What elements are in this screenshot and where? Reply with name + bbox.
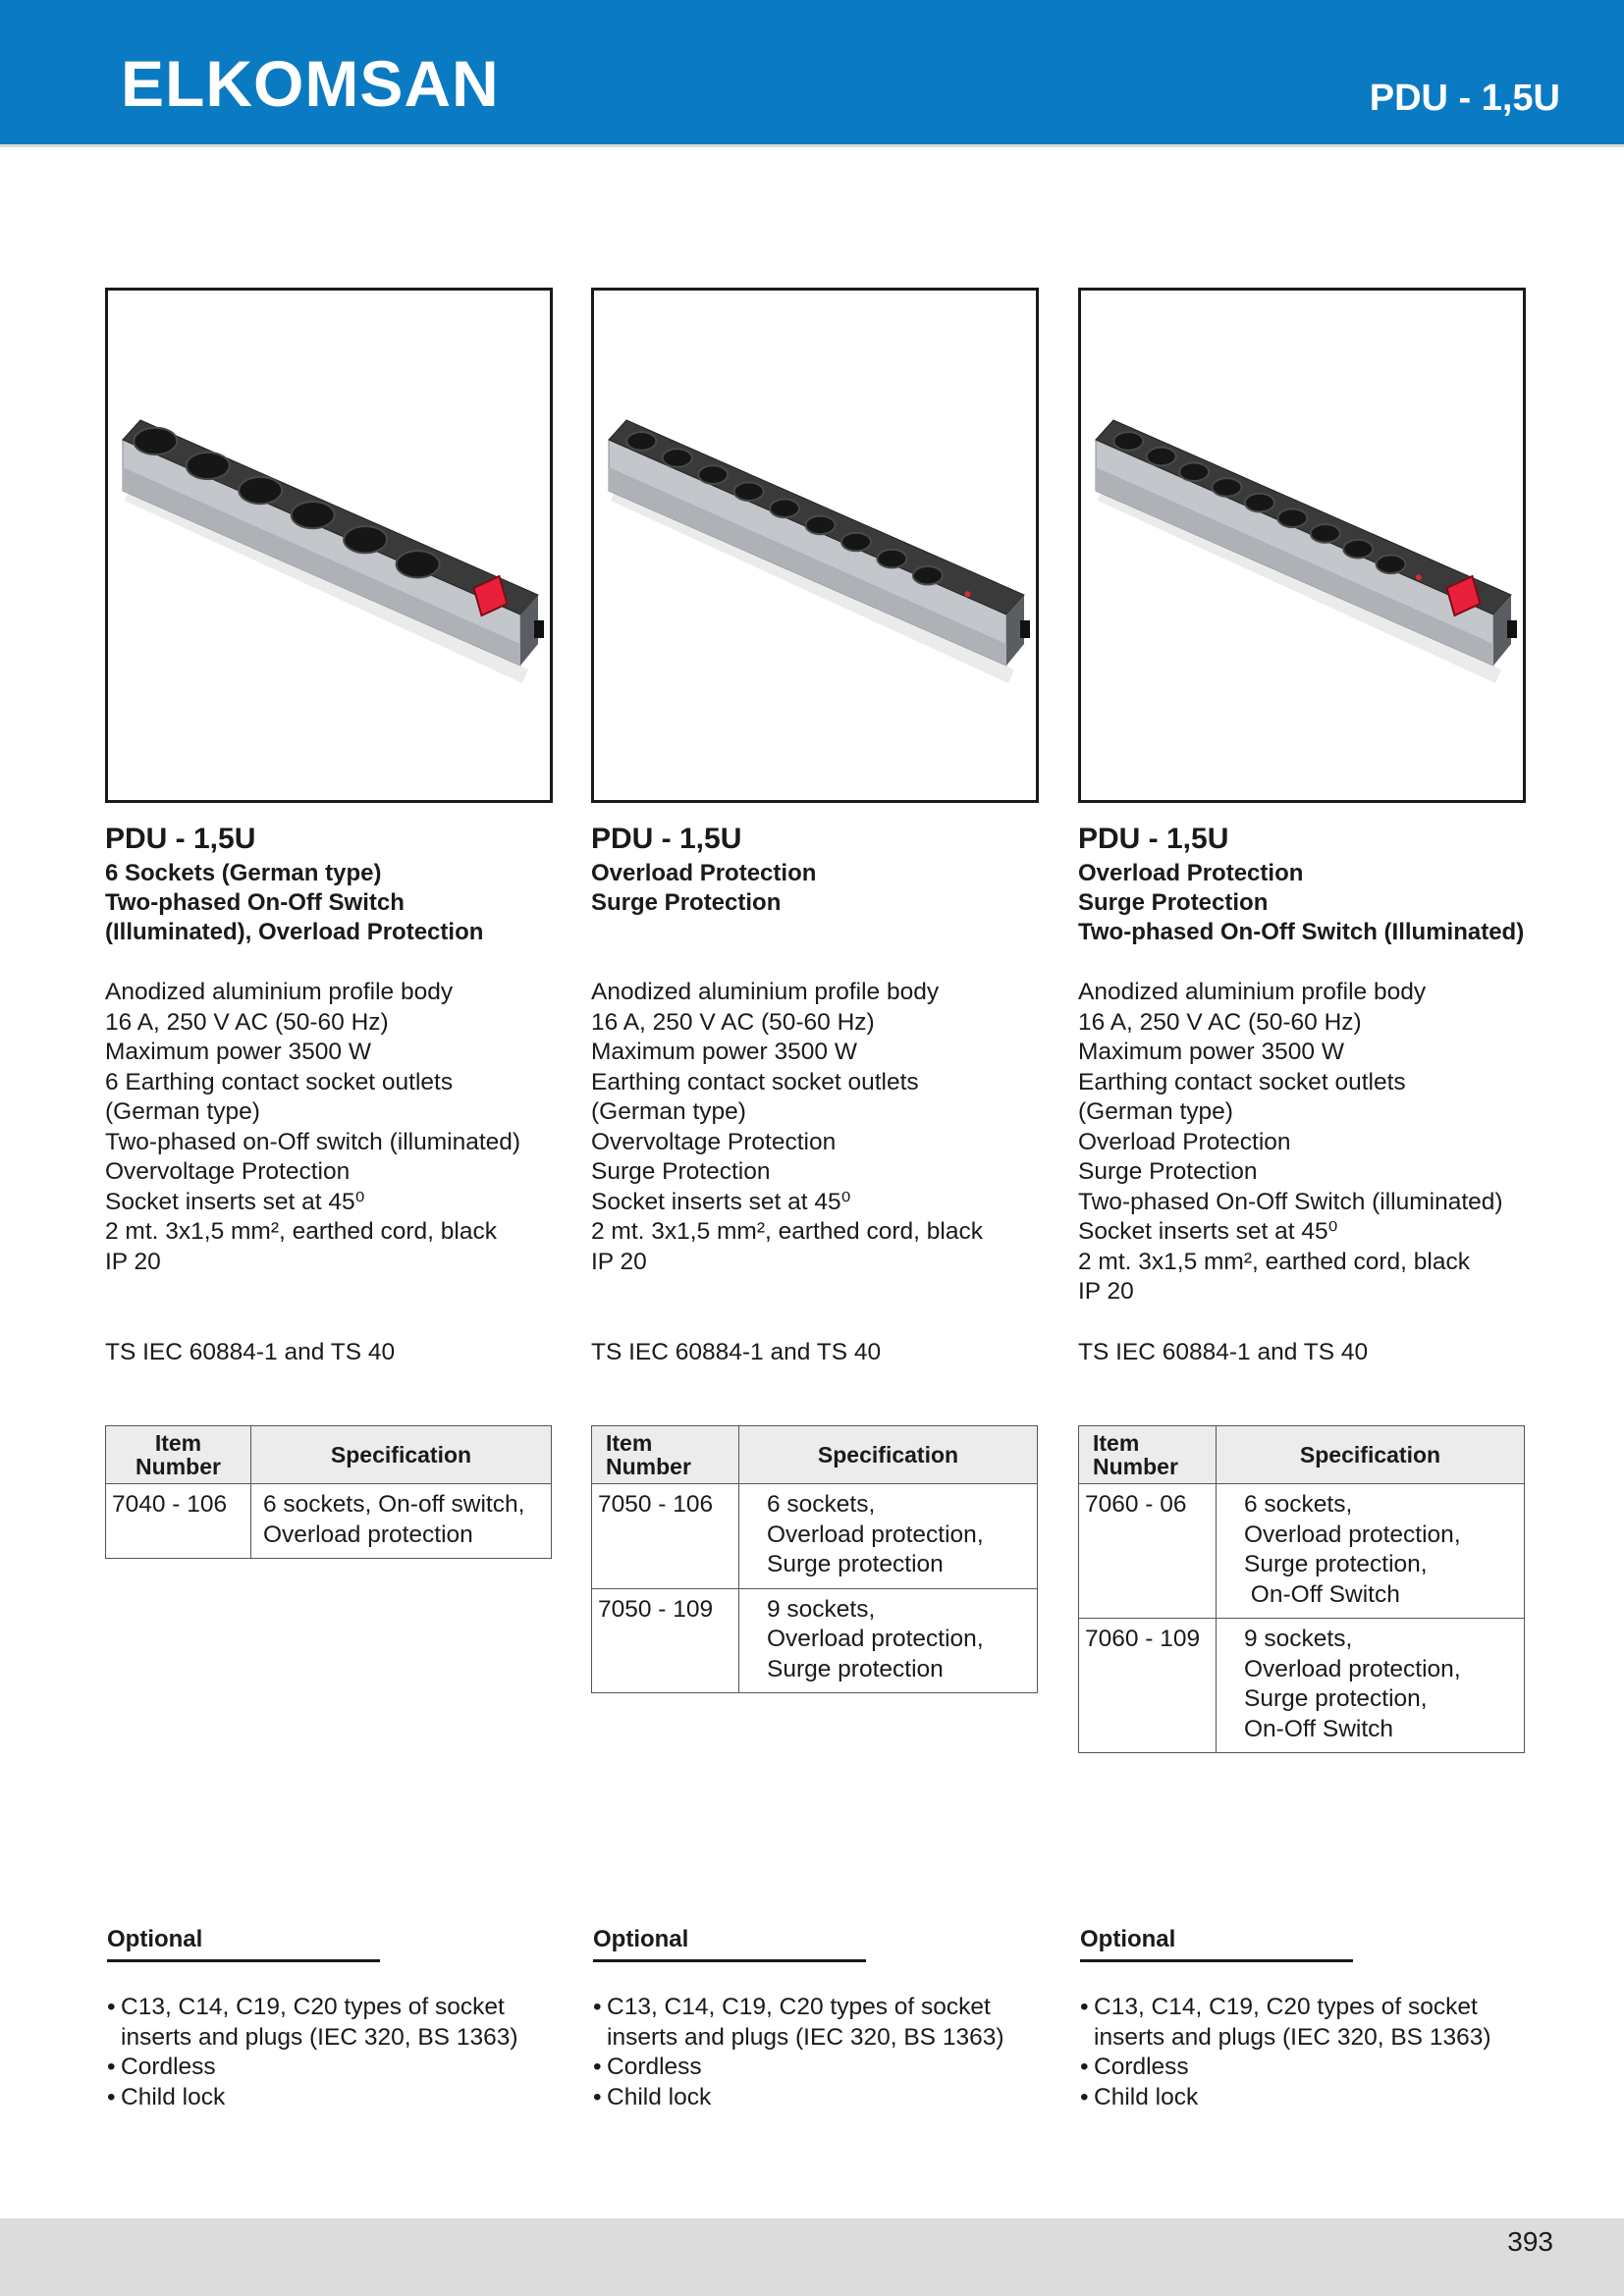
item-number-cell: 7040 - 106 <box>106 1484 251 1559</box>
specification-header: Specification <box>739 1426 1038 1484</box>
socket-outlet <box>1179 462 1209 481</box>
spec-line: Two-phased On-Off Switch (illuminated) <box>1078 1188 1503 1215</box>
specification-line: 6 sockets, <box>767 1491 876 1518</box>
socket-outlet <box>1113 432 1143 451</box>
specification-line: 6 sockets, <box>1244 1491 1353 1518</box>
item-number-cell: 7050 - 109 <box>592 1588 739 1693</box>
product-title: PDU - 1,5U <box>105 823 256 855</box>
specification-cell <box>1217 1619 1525 1753</box>
spec-line: Socket inserts set at 45⁰ <box>591 1188 851 1215</box>
spec-line: Socket inserts set at 45⁰ <box>105 1188 365 1215</box>
spec-line: Maximum power 3500 W <box>591 1039 857 1065</box>
table-row <box>592 1484 1038 1589</box>
socket-outlet <box>698 465 728 484</box>
item-number-header: Item Number <box>592 1426 739 1484</box>
product-features <box>1078 859 1524 947</box>
specification-line: Surge protection <box>767 1655 944 1682</box>
optional-item-line <box>107 1993 517 2023</box>
spec-line: Surge Protection <box>1078 1158 1258 1185</box>
table-header-row <box>1079 1426 1525 1484</box>
spec-line: Anodized aluminium profile body <box>591 979 940 1005</box>
product-photo <box>591 288 1039 803</box>
socket-outlet <box>841 533 871 552</box>
socket-outlet <box>770 500 799 518</box>
socket-outlet <box>663 449 692 467</box>
bullet-icon: • <box>593 2054 602 2080</box>
spec-line: Overvoltage Protection <box>105 1158 351 1185</box>
standard-reference: TS IEC 60884-1 and TS 40 <box>105 1339 396 1365</box>
header-model-title: PDU - 1,5U <box>1369 78 1560 119</box>
specification-line: 9 sockets, <box>1244 1626 1353 1652</box>
specification-line: Overload protection, <box>767 1521 984 1548</box>
specification-header: Specification <box>251 1426 552 1484</box>
optional-item-text: C13, C14, C19, C20 types of socket <box>607 1994 991 2020</box>
feature-line: Surge Protection <box>1078 889 1269 916</box>
spec-list <box>105 978 520 1277</box>
spec-line: 16 A, 250 V AC (50-60 Hz) <box>1078 1008 1362 1036</box>
spec-line: 2 mt. 3x1,5 mm², earthed cord, black <box>591 1218 983 1245</box>
feature-line: Two-phased On-Off Switch (Illuminated) <box>1078 919 1525 945</box>
spec-line: 16 A, 250 V AC (50-60 Hz) <box>105 1008 389 1036</box>
socket-outlet <box>734 482 764 501</box>
optional-item-text: Child lock <box>607 2083 712 2110</box>
optional-item <box>107 2053 517 2083</box>
item-number-header: Item Number <box>1079 1426 1217 1484</box>
optional-list <box>107 1993 517 2112</box>
spec-line: Maximum power 3500 W <box>1078 1039 1344 1065</box>
page-header <box>0 0 1624 147</box>
bullet-icon: • <box>107 1994 116 2020</box>
indicator-led <box>1416 574 1422 580</box>
spec-line: Anodized aluminium profile body <box>105 979 454 1005</box>
specification-line: Overload protection, <box>1244 1521 1461 1548</box>
page-number: 393 <box>1507 2226 1553 2257</box>
socket-outlet <box>877 550 906 568</box>
optional-item-line <box>1080 2083 1490 2113</box>
standard-reference: TS IEC 60884-1 and TS 40 <box>591 1339 882 1365</box>
item-number-header: Item Number <box>106 1426 251 1484</box>
optional-item <box>107 2083 517 2113</box>
specification-line: On-Off Switch <box>1244 1715 1394 1742</box>
product-photo <box>105 288 553 803</box>
optional-item-line <box>593 1993 1003 2023</box>
spec-line: IP 20 <box>1078 1278 1134 1305</box>
socket-outlet <box>1277 508 1307 527</box>
optional-item <box>1080 1993 1490 2053</box>
bullet-icon: • <box>1080 1994 1089 2020</box>
optional-item <box>1080 2053 1490 2083</box>
item-table <box>105 1425 552 1559</box>
specification-line: Surge protection, <box>1244 1551 1428 1577</box>
optional-item <box>593 2053 1003 2083</box>
specification-line: Overload protection, <box>1244 1655 1461 1682</box>
socket-outlet <box>1245 494 1274 512</box>
spec-line: Anodized aluminium profile body <box>1078 979 1427 1005</box>
optional-item-text: C13, C14, C19, C20 types of socket <box>121 1994 505 2020</box>
spec-line: Overload Protection <box>1078 1128 1291 1155</box>
optional-item <box>107 1993 517 2053</box>
socket-outlet <box>187 453 230 479</box>
spec-line: Surge Protection <box>591 1158 771 1185</box>
product-title: PDU - 1,5U <box>1078 823 1229 855</box>
socket-outlet <box>806 516 836 535</box>
item-table <box>591 1425 1038 1693</box>
product-photo <box>1078 288 1526 803</box>
specification-cell <box>1217 1484 1525 1619</box>
optional-list <box>593 1993 1003 2112</box>
optional-item-text: Cordless <box>607 2054 702 2080</box>
table-row <box>592 1588 1038 1693</box>
optional-item <box>593 1993 1003 2053</box>
optional-item-text: C13, C14, C19, C20 types of socket <box>1094 1994 1478 2020</box>
spec-list <box>591 978 983 1277</box>
feature-line: Surge Protection <box>591 889 782 916</box>
bullet-icon: • <box>1080 2054 1089 2080</box>
specification-header: Specification <box>1217 1426 1525 1484</box>
optional-heading: Optional <box>1080 1926 1353 1962</box>
power-strip-illustration <box>1081 291 1523 800</box>
optional-item-text: Child lock <box>121 2083 226 2110</box>
bullet-icon: • <box>107 2054 116 2080</box>
spec-line: IP 20 <box>105 1248 161 1275</box>
spec-line: (German type) <box>591 1098 746 1125</box>
socket-outlet <box>913 566 943 585</box>
power-strip-illustration <box>594 291 1036 800</box>
power-strip-illustration <box>108 291 550 800</box>
socket-outlet <box>1343 540 1373 559</box>
specification-cell <box>251 1484 552 1559</box>
specification-line: Surge protection <box>767 1551 944 1577</box>
socket-outlet <box>1213 478 1242 497</box>
feature-line: (Illuminated), Overload Protection <box>105 919 484 945</box>
table-row <box>1079 1619 1525 1753</box>
bullet-icon: • <box>593 1994 602 2020</box>
table-row <box>1079 1484 1525 1619</box>
product-title: PDU - 1,5U <box>591 823 742 855</box>
spec-line: 6 Earthing contact socket outlets <box>105 1068 454 1095</box>
optional-item-text: inserts and plugs (IEC 320, BS 1363) <box>607 2023 1004 2051</box>
specification-cell <box>739 1484 1038 1589</box>
feature-line: Overload Protection <box>591 860 817 886</box>
indicator-led <box>964 591 970 597</box>
optional-item-line <box>593 2053 1003 2083</box>
spec-line: Overvoltage Protection <box>591 1128 837 1155</box>
product-features <box>105 859 483 947</box>
item-number-cell: 7060 - 109 <box>1079 1619 1217 1753</box>
socket-outlet <box>1377 556 1406 574</box>
socket-outlet <box>292 502 335 528</box>
optional-item-text: Cordless <box>121 2054 216 2080</box>
spec-line: (German type) <box>105 1098 260 1125</box>
spec-line: Two-phased on-Off switch (illuminated) <box>105 1128 521 1155</box>
spec-line: Maximum power 3500 W <box>105 1039 371 1065</box>
product-features <box>591 859 816 918</box>
specification-line: Overload protection, <box>767 1626 984 1652</box>
specification-line: 9 sockets, <box>767 1595 876 1623</box>
spec-line: 2 mt. 3x1,5 mm², earthed cord, black <box>1078 1248 1470 1275</box>
socket-outlet <box>134 428 177 454</box>
page-footer <box>0 2218 1624 2296</box>
spec-line: 16 A, 250 V AC (50-60 Hz) <box>591 1008 875 1036</box>
optional-item-text: inserts and plugs (IEC 320, BS 1363) <box>121 2023 518 2051</box>
spec-line: (German type) <box>1078 1098 1233 1125</box>
optional-item-line <box>107 2053 517 2083</box>
item-number-cell: 7060 - 06 <box>1079 1484 1217 1619</box>
spec-line: Earthing contact socket outlets <box>1078 1068 1406 1095</box>
optional-item-text: Cordless <box>1094 2054 1189 2080</box>
specification-line: 6 sockets, On-off switch, <box>263 1491 525 1518</box>
standard-reference: TS IEC 60884-1 and TS 40 <box>1078 1339 1369 1365</box>
feature-line: Overload Protection <box>1078 860 1304 886</box>
table-row <box>106 1484 552 1559</box>
socket-outlet <box>397 551 440 577</box>
spec-line: 2 mt. 3x1,5 mm², earthed cord, black <box>105 1218 497 1245</box>
spec-line: IP 20 <box>591 1248 647 1275</box>
specification-line: On-Off Switch <box>1244 1580 1400 1608</box>
feature-line: 6 Sockets (German type) <box>105 860 382 886</box>
optional-item-line <box>107 2083 517 2113</box>
spec-line: Socket inserts set at 45⁰ <box>1078 1218 1338 1245</box>
optional-item-line <box>593 2083 1003 2113</box>
optional-item-text: Child lock <box>1094 2083 1199 2110</box>
specification-line: Overload protection <box>263 1521 473 1548</box>
optional-item-line <box>1080 2053 1490 2083</box>
item-table <box>1078 1425 1525 1753</box>
socket-outlet <box>626 432 656 451</box>
socket-outlet <box>1311 524 1340 543</box>
spec-list <box>1078 978 1503 1308</box>
bullet-icon: • <box>593 2083 602 2110</box>
bullet-icon: • <box>107 2083 116 2110</box>
table-header-row <box>106 1426 552 1484</box>
specification-line: Surge protection, <box>1244 1685 1428 1712</box>
optional-heading: Optional <box>593 1926 866 1962</box>
optional-item-line <box>1080 1993 1490 2023</box>
optional-item <box>1080 2083 1490 2113</box>
specification-cell <box>739 1588 1038 1693</box>
feature-line: Two-phased On-Off Switch <box>105 889 405 916</box>
spec-line: Earthing contact socket outlets <box>591 1068 919 1095</box>
socket-outlet <box>239 477 282 504</box>
optional-heading: Optional <box>107 1926 380 1962</box>
socket-outlet <box>344 526 387 553</box>
item-number-cell: 7050 - 106 <box>592 1484 739 1589</box>
socket-outlet <box>1147 448 1176 466</box>
bullet-icon: • <box>1080 2083 1089 2110</box>
table-header-row <box>592 1426 1038 1484</box>
optional-item-text: inserts and plugs (IEC 320, BS 1363) <box>1094 2023 1491 2051</box>
optional-list <box>1080 1993 1490 2112</box>
optional-item <box>593 2083 1003 2113</box>
brand-logo: ELKOMSAN <box>121 47 500 120</box>
